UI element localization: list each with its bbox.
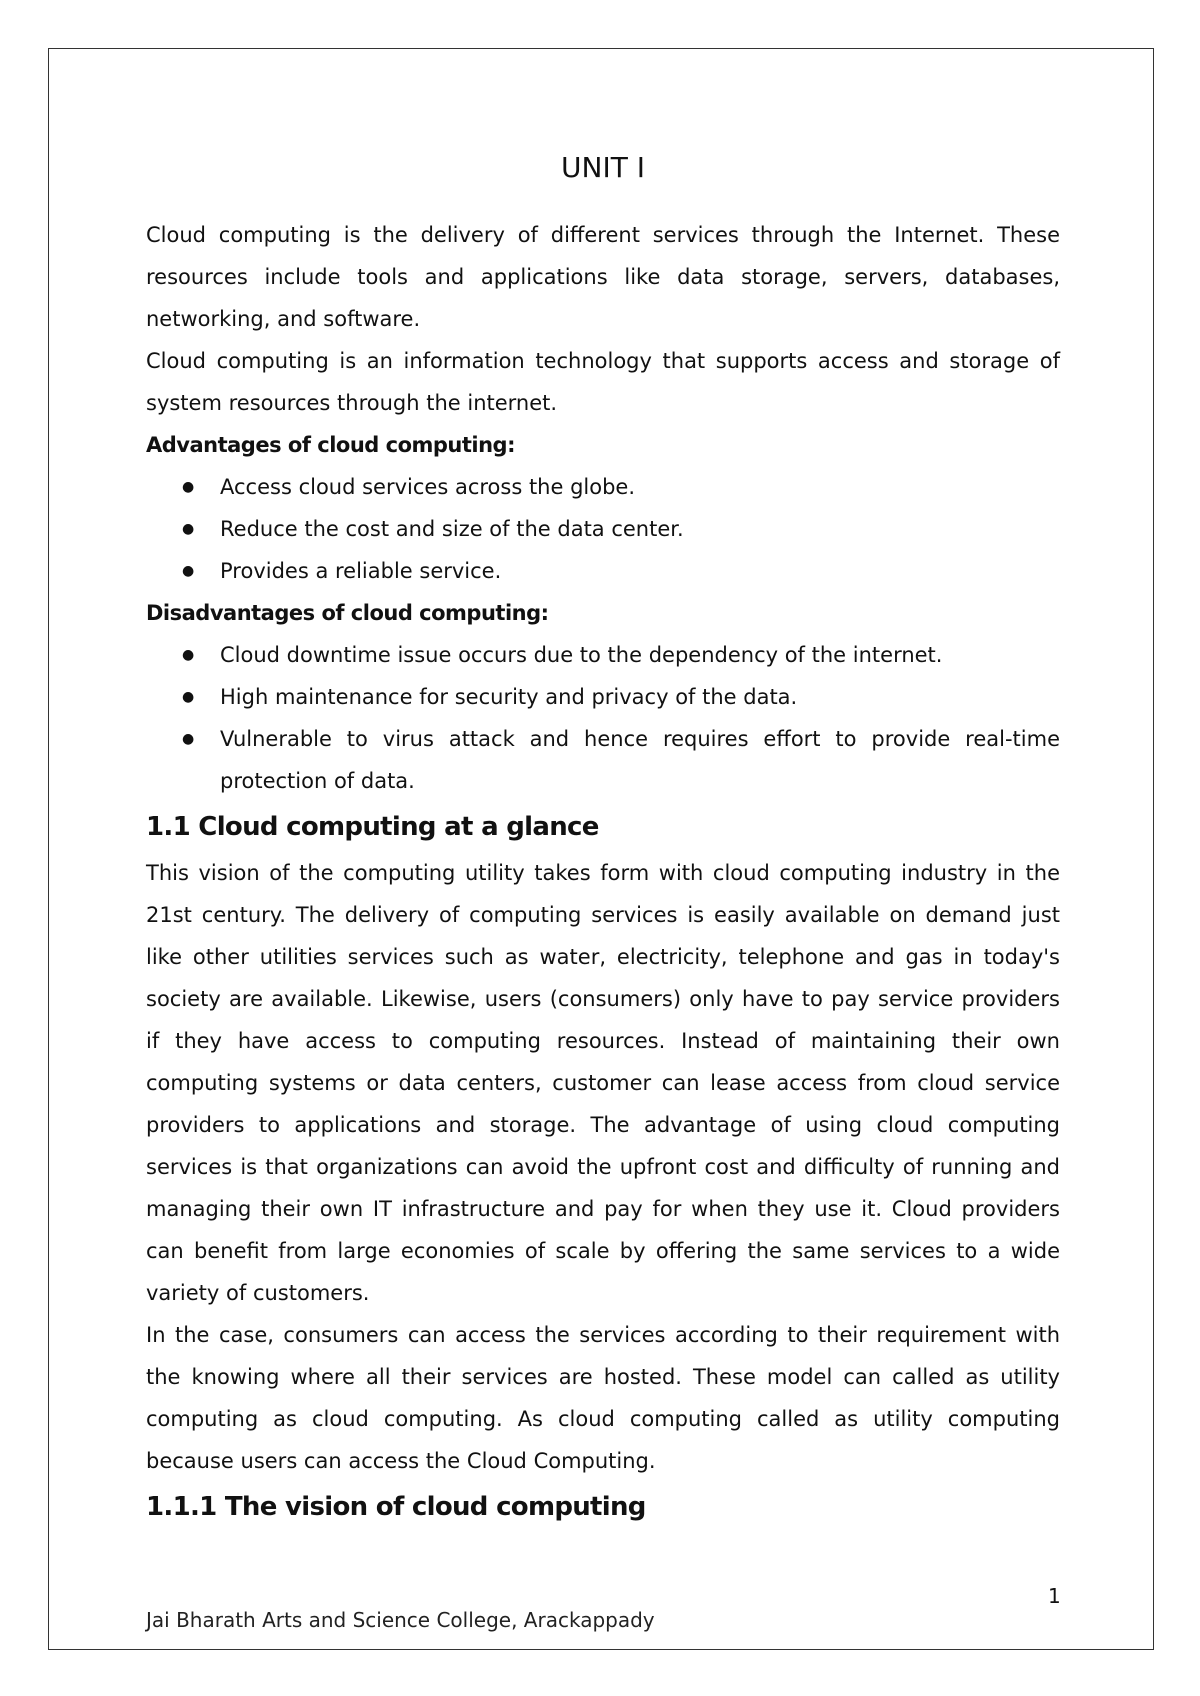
bullet-icon: ● [182, 521, 195, 537]
list-item-text: Access cloud services across the globe. [220, 475, 636, 499]
disadvantages-list [146, 634, 1060, 802]
list-item [182, 508, 1060, 550]
intro-paragraph: Cloud computing is the delivery of different services through the Internet. These resources include tools and applications like data storage, servers, databases, networking, and software. [146, 223, 1060, 331]
page-number: 1 [1048, 1584, 1061, 1608]
body-paragraph: This vision of the computing utility takes form with cloud computing industry in the 21st century. The delivery of computing services is easily available on demand just like other utilities services such as water, electricity, telephone and gas in today's society are available. Likewise, users (consumers) only have to pay service providers if they have access to computing resources. Instead of maintaining their own computing systems or data centers, customer can lease access from cloud service providers to applications and storage. The advantage of using cloud computing services is that organizations can avoid the upfront cost and difficulty of running and managing their own IT infrastructure and pay for when they use it. Cloud providers can benefit from large economies of scale by offering the same services to a wide variety of customers. [146, 861, 1060, 1305]
bullet-icon: ● [182, 731, 195, 747]
unit-title: UNIT I [561, 151, 645, 184]
bullet-icon: ● [182, 479, 195, 495]
list-item [182, 634, 1060, 676]
bullet-icon: ● [182, 563, 195, 579]
body-paragraph: In the case, consumers can access the services according to their requirement with the knowing where all their services are hosted. These model can called as utility computing as cloud computing. As cloud computing called as utility computing because users can access the Cloud Computing. [146, 1323, 1060, 1473]
page-footer: Jai Bharath Arts and Science College, Arackappady [146, 1608, 655, 1632]
list-item-text: Cloud downtime issue occurs due to the dependency of the internet. [220, 643, 943, 667]
list-item [182, 676, 1060, 718]
list-item [182, 718, 1060, 802]
section-heading-1-1: 1.1 Cloud computing at a glance [146, 812, 599, 842]
list-item-text: High maintenance for security and privacy of the data. [220, 685, 798, 709]
bullet-icon: ● [182, 647, 195, 663]
document-body [146, 142, 1060, 1532]
list-item [182, 466, 1060, 508]
disadvantages-heading: Disadvantages of cloud computing: [146, 601, 549, 625]
list-item [182, 550, 1060, 592]
list-item-text: Provides a reliable service. [220, 559, 502, 583]
section-heading-1-1-1: 1.1.1 The vision of cloud computing [146, 1492, 646, 1522]
advantages-heading: Advantages of cloud computing: [146, 433, 515, 457]
intro-paragraph: Cloud computing is an information technology that supports access and storage of system resources through the internet. [146, 349, 1060, 415]
list-item-text: Reduce the cost and size of the data center. [220, 517, 684, 541]
list-item-text: Vulnerable to virus attack and hence requires effort to provide real-time protection of data. [220, 727, 1060, 793]
bullet-icon: ● [182, 689, 195, 705]
advantages-list [146, 466, 1060, 592]
